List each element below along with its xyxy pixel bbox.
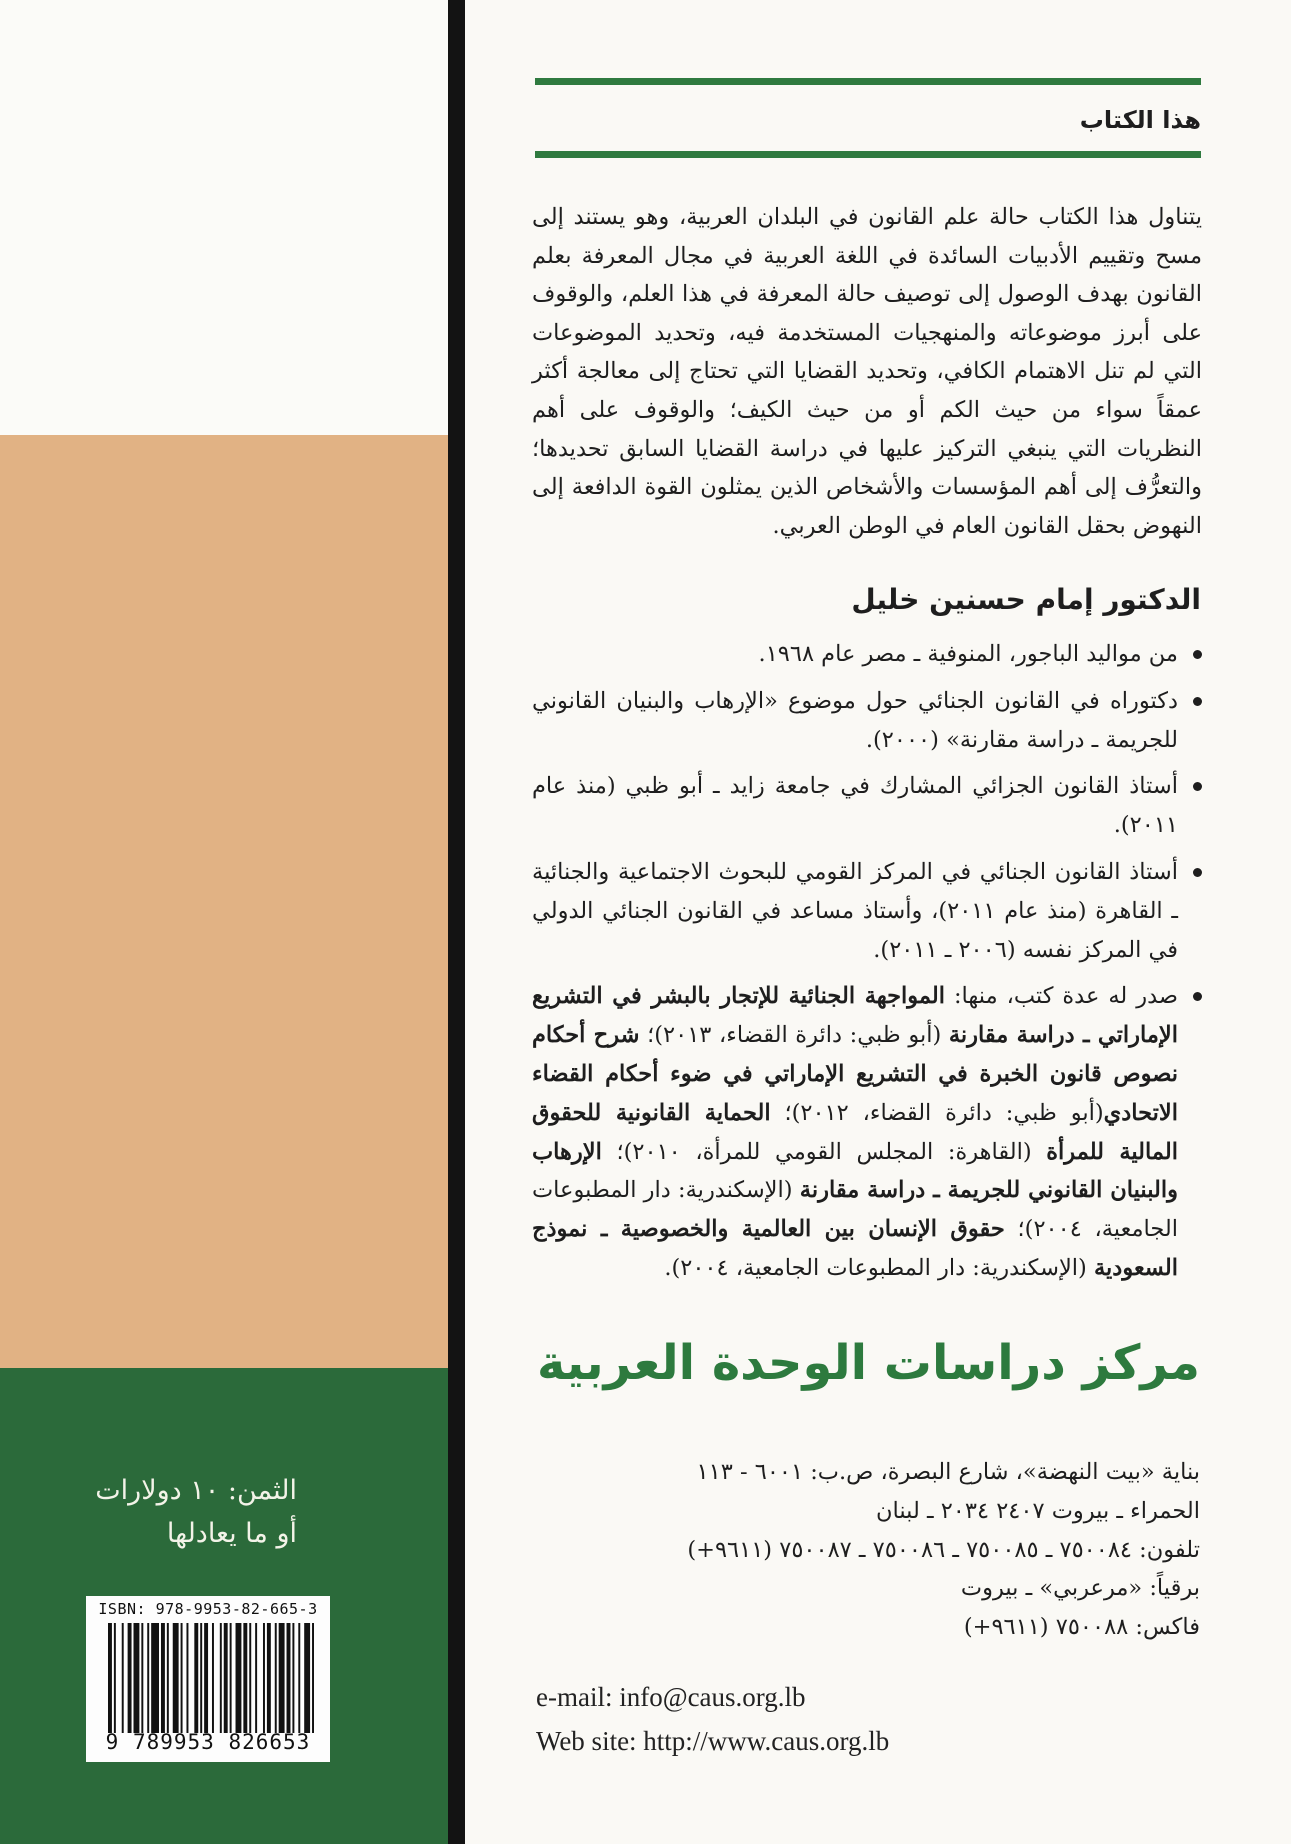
publisher-name: مركز دراسات الوحدة العربية (536, 1335, 1200, 1391)
bio-text: أستاذ القانون الجزائي المشارك في جامعة زايد ـ أبو ظبي (منذ عام ٢٠١١). (532, 773, 1178, 839)
barcode-bar (220, 1623, 222, 1733)
barcode-digits: 9 789953 826653 (105, 1730, 311, 1754)
barcode-bar (151, 1623, 159, 1733)
bio-item (532, 853, 1204, 969)
barcode-bar (204, 1623, 208, 1733)
barcode-box (86, 1596, 330, 1762)
contact-block (536, 1675, 889, 1763)
barcode-bar (186, 1623, 188, 1733)
bio-item-publications (532, 977, 1204, 1287)
barcode-bar (128, 1623, 132, 1733)
book-title: حقوق الإنسان بين العالمية والخصوصية ـ نموذج السعودية (532, 1216, 1178, 1281)
barcode-bar (312, 1623, 314, 1733)
barcode-bar (275, 1623, 277, 1733)
bullet-icon (1193, 650, 1202, 659)
barcode-bar (167, 1623, 169, 1733)
book-publication: (الإسكندرية: دار المطبوعات الجامعية، ٢٠٠٤)؛ (532, 1177, 1178, 1243)
book-publication: (أبو ظبي: دائرة القضاء، ٢٠١٢)؛ (770, 1099, 1104, 1126)
book-title: الإرهاب والبنيان القانوني للجريمة ـ دراسة مقارنة (532, 1138, 1178, 1204)
barcode-bar (224, 1623, 228, 1733)
bullet-icon (1193, 868, 1202, 877)
barcode-bar (279, 1623, 285, 1733)
green-rule-bottom (535, 151, 1201, 158)
bio-item (532, 635, 1204, 674)
book-title: الحماية القانونية للحقوق المالية للمرأة (532, 1099, 1178, 1165)
author-bio-list (532, 635, 1204, 1296)
barcode-bar (304, 1623, 310, 1733)
barcode-bar (108, 1623, 112, 1733)
bio-text: دكتوراه في القانون الجنائي حول موضوع «الإرهاب والبنيان القانوني للجريمة ـ دراسة مقارنة» (٢٠٠٠). (532, 687, 1178, 753)
email-line: e-mail: info@caus.org.lb (536, 1682, 806, 1712)
fax-line: فاكس: ٧٥٠٠٨٨ (٩٦١١+) (963, 1614, 1200, 1641)
green-rule-top (535, 78, 1201, 85)
bio-text: صدر له عدة كتب، منها: (945, 983, 1178, 1010)
black-divider (448, 0, 465, 1844)
isbn-label: ISBN: 978-9953-82-665-3 (98, 1600, 318, 1618)
section-title: هذا الكتاب (1079, 106, 1201, 134)
barcode-bar (194, 1623, 198, 1733)
barcode-bar (249, 1623, 251, 1733)
bullet-icon (1193, 782, 1202, 791)
author-name: الدكتور إمام حسنين خليل (851, 583, 1201, 616)
bio-text: من مواليد الباجور، المنوفية ـ مصر عام ١٩٦٨. (758, 641, 1178, 667)
book-publication: (أبو ظبي: دائرة القضاء، ٢٠١٣)؛ (639, 1022, 949, 1049)
left-white-block (0, 0, 448, 435)
barcode-bar (114, 1623, 116, 1733)
barcode-bar (173, 1623, 179, 1733)
barcode-bar (267, 1623, 271, 1733)
left-panel (0, 0, 465, 1844)
barcode-bar (147, 1623, 149, 1733)
phone-line: تلفون: ٧٥٠٠٨٤ ـ ٧٥٠٠٨٥ ـ ٧٥٠٠٨٦ ـ ٧٥٠٠٨٧ (٩٦١١+) (687, 1536, 1200, 1563)
telegram-line: برقياً: «مرعربي» ـ بيروت (960, 1575, 1200, 1602)
publisher-address (545, 1453, 1200, 1647)
price-line: الثمن: ١٠ دولارات (95, 1475, 297, 1506)
bio-text: أستاذ القانون الجنائي في المركز القومي للبحوث الاجتماعية والجنائية ـ القاهرة (منذ عام ٢٠١١)، وأستاذ مساعد في القانون الجنائي الدولي في المركز نفسه (٢٠٠٦ ـ ٢٠١١). (532, 858, 1178, 963)
address-line: الحمراء ـ بيروت ٢٤٠٧ ٢٠٣٤ ـ لبنان (875, 1497, 1200, 1524)
book-title: شرح أحكام نصوص قانون الخبرة في التشريع الإماراتي في ضوء أحكام القضاء الاتحادي (532, 1022, 1178, 1126)
barcode-bar (298, 1623, 300, 1733)
barcode-bar (243, 1623, 247, 1733)
barcode-icon (108, 1623, 314, 1733)
barcode-bar (236, 1623, 242, 1733)
barcode-bar (200, 1623, 202, 1733)
bio-item (532, 682, 1204, 760)
left-tan-block (0, 435, 448, 1368)
barcode-bar (230, 1623, 232, 1733)
bio-item (532, 767, 1204, 845)
bullet-icon (1193, 992, 1202, 1001)
barcode-bar (181, 1623, 183, 1733)
barcode-bar (255, 1623, 257, 1733)
book-publication: (القاهرة: المجلس القومي للمرأة، ٢٠١٠)؛ (601, 1138, 1047, 1165)
barcode-bar (263, 1623, 265, 1733)
barcode-bar (122, 1623, 124, 1733)
book-publication: (الإسكندرية: دار المطبوعات الجامعية، ٢٠٠٤). (664, 1254, 1094, 1281)
book-title: المواجهة الجنائية للإتجار بالبشر في التشريع الإماراتي ـ دراسة مقارنة (532, 983, 1179, 1049)
barcode-bar (134, 1623, 140, 1733)
barcode-bar (161, 1623, 165, 1733)
barcode-bar (292, 1623, 294, 1733)
barcode-bar (287, 1623, 291, 1733)
price-equivalent-line: أو ما يعادلها (166, 1518, 297, 1549)
barcode-bar (212, 1623, 214, 1733)
book-description: يتناول هذا الكتاب حالة علم القانون في البلدان العربية، وهو يستند إلى مسح وتقييم الأدبيات السائدة في اللغة العربية في مجال المعرفة بعلم القانون بهدف الوصول إلى توصيف حالة المعرفة في هذا العلم، والوقوف على أبرز موضوعاته والمنهجيات المستخدمة فيه، وتحديد الموضوعات التي لم تنل الاهتمام الكافي، وتحديد القضايا التي تحتاج إلى معالجة أكثر عمقاً سواء من حيث الكم أو من حيث الكيف؛ والوقوف على أهم النظريات التي ينبغي التركيز عليها في دراسة القضايا السابق تحديدها؛ والتعرُّف إلى أهم المؤسسات والأشخاص الذين يمثلون القوة الدافعة إلى النهوض بحقل القانون العام في الوطن العربي. (532, 204, 1202, 539)
barcode-bar (141, 1623, 143, 1733)
bullet-icon (1193, 697, 1202, 706)
website-line: Web site: http://www.caus.org.lb (536, 1726, 890, 1756)
address-line: بناية «بيت النهضة»، شارع البصرة، ص.ب: ٦٠٠١ - ١١٣ (696, 1459, 1200, 1485)
